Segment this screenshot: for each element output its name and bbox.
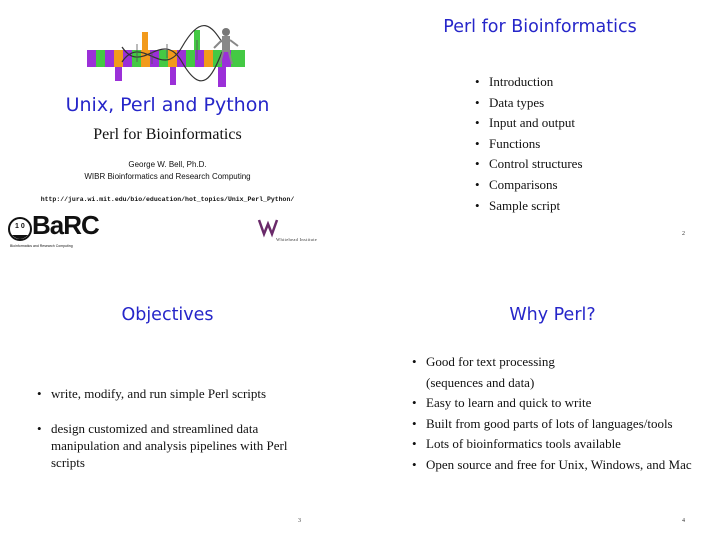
slide-1-title: Unix, Perl and Python bbox=[65, 94, 270, 116]
list-item: • write, modify, and run simple Perl scripts bbox=[37, 385, 307, 402]
list-item: • Input and output bbox=[475, 113, 583, 134]
svg-text:1 0: 1 0 bbox=[15, 223, 25, 230]
slide-4 bbox=[360, 275, 720, 545]
list-item: • Lots of bioinformatics tools available bbox=[412, 435, 702, 452]
dna-banner-logo bbox=[82, 22, 252, 92]
slide-3-bullet-list bbox=[37, 385, 307, 489]
slide-1 bbox=[0, 0, 360, 270]
list-item: • Data types bbox=[475, 93, 583, 114]
list-item-continuation: (sequences and data) bbox=[426, 374, 535, 390]
whitehead-logo-text: Whitehead Institute bbox=[276, 237, 318, 242]
list-item: • Easy to learn and quick to write bbox=[412, 394, 702, 411]
list-item: • Built from good parts of lots of languages/tools bbox=[412, 415, 702, 432]
page-number: 4 bbox=[682, 518, 685, 524]
slide-4-title: Why Perl? bbox=[509, 305, 596, 325]
list-item: • Good for text processing bbox=[412, 353, 702, 370]
list-item: • Sample script bbox=[475, 196, 583, 217]
slide-1-subtitle: Perl for Bioinformatics bbox=[93, 126, 242, 143]
page-number: 2 bbox=[682, 231, 685, 237]
slide-3-title: Objectives bbox=[121, 305, 214, 325]
list-item: • Comparisons bbox=[475, 175, 583, 196]
list-item: • Open source and free for Unix, Windows, and Mac bbox=[412, 456, 702, 473]
course-url[interactable]: http://jura.wi.mit.edu/bio/education/hot_topics/Unix_Perl_Python/ bbox=[40, 196, 295, 203]
slide-2-title: Perl for Bioinformatics bbox=[443, 17, 637, 37]
page-number: 3 bbox=[298, 518, 301, 524]
slide-2 bbox=[360, 0, 720, 270]
whitehead-logo-icon bbox=[257, 216, 279, 238]
slide-4-bullet-list bbox=[412, 353, 702, 476]
slide-2-bullet-list bbox=[475, 72, 583, 216]
list-item: • Introduction bbox=[475, 72, 583, 93]
barc-tagline: Bioinformatics and Research Computing bbox=[10, 244, 73, 248]
list-item: • design customized and streamlined data manipulation and analysis pipelines with Perl scripts bbox=[37, 420, 307, 471]
list-item: • Functions bbox=[475, 134, 583, 155]
author: George W. Bell, Ph.D. bbox=[128, 160, 207, 169]
list-item: • Control structures bbox=[475, 154, 583, 175]
slide-3 bbox=[0, 275, 360, 545]
barc-logo-text: BaRC bbox=[32, 210, 99, 240]
organization: WIBR Bioinformatics and Research Computing bbox=[84, 172, 251, 181]
